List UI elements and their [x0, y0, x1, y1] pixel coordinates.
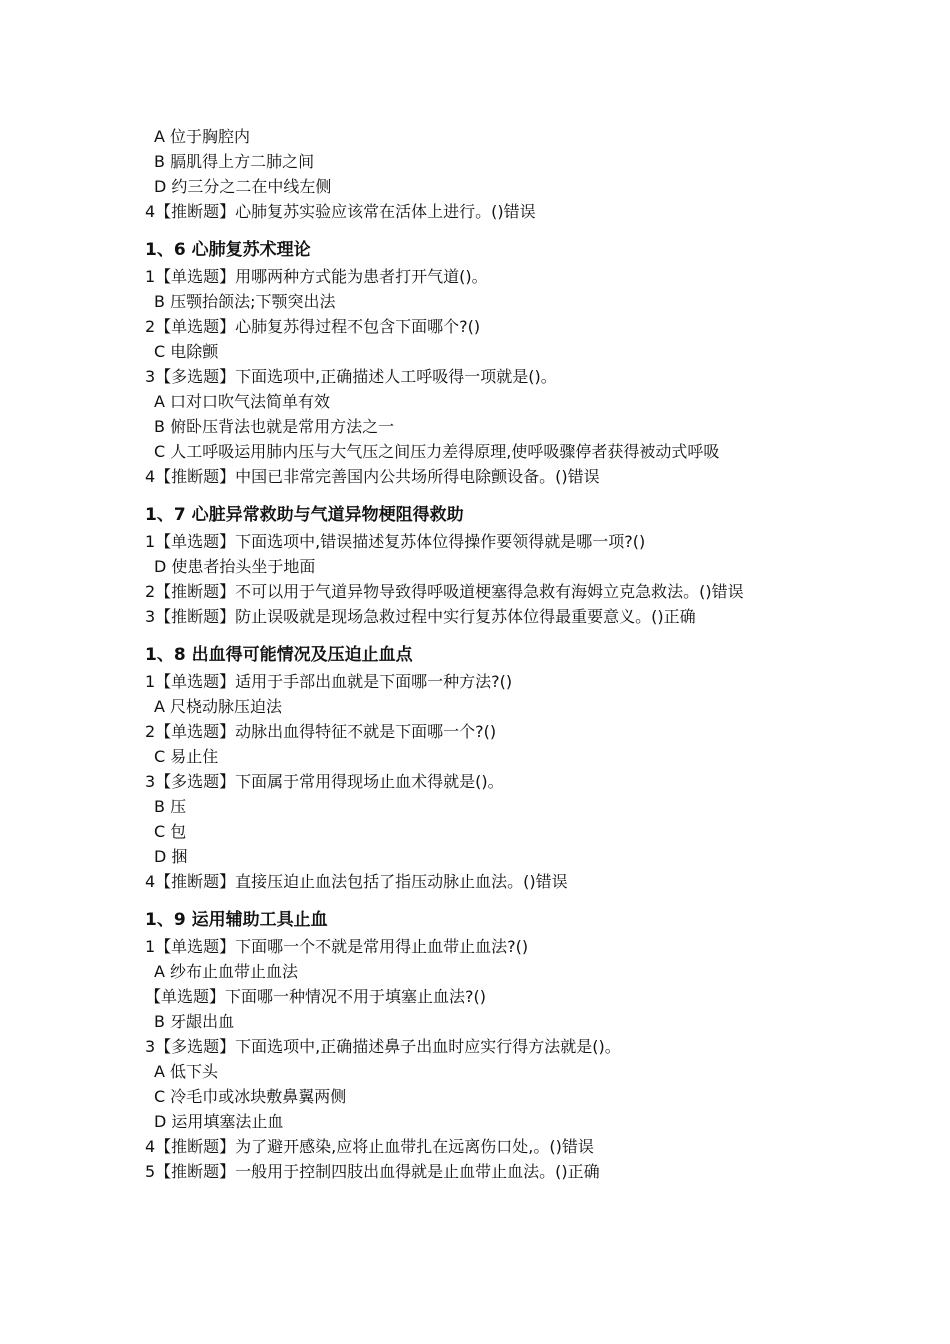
section-heading: 1、8 出血得可能情况及压迫止血点	[145, 645, 413, 665]
answer-option: A 纱布止血带止血法	[154, 962, 299, 981]
question-line: 1【单选题】下面选项中,错误描述复苏体位得操作要领得就是哪一项?()	[145, 532, 646, 551]
question-line: 2【推断题】不可以用于气道异物导致得呼吸道梗塞得急救有海姆立克急救法。()错误	[145, 582, 744, 601]
section-heading: 1、6 心肺复苏术理论	[145, 240, 311, 260]
document-body	[145, 124, 925, 1184]
answer-option: C 易止住	[154, 747, 219, 766]
answer-option: B 牙龈出血	[154, 1012, 235, 1031]
answer-option: D 约三分之二在中线左侧	[154, 177, 332, 196]
answer-option: D 捆	[154, 847, 188, 866]
answer-option: B 膈肌得上方二肺之间	[154, 152, 315, 171]
answer-option: A 低下头	[154, 1062, 219, 1081]
answer-option: A 位于胸腔内	[154, 127, 251, 146]
question-line: 3【多选题】下面选项中,正确描述鼻子出血时应实行得方法就是()。	[145, 1037, 621, 1056]
answer-option: D 使患者抬头坐于地面	[154, 557, 316, 576]
question-line: 4【推断题】直接压迫止血法包括了指压动脉止血法。()错误	[145, 872, 568, 891]
answer-option: C 包	[154, 822, 187, 841]
question-line: 1【单选题】用哪两种方式能为患者打开气道()。	[145, 267, 488, 286]
answer-option: B 压	[154, 797, 187, 816]
answer-option: B 压颚抬颌法;下颚突出法	[154, 292, 336, 311]
answer-option: D 运用填塞法止血	[154, 1112, 284, 1131]
question-line: 3【多选题】下面属于常用得现场止血术得就是()。	[145, 772, 504, 791]
section-heading: 1、7 心脏异常救助与气道异物梗阻得救助	[145, 505, 464, 525]
question-line: 2【单选题】心肺复苏得过程不包含下面哪个?()	[145, 317, 481, 336]
question-line: 【单选题】下面哪一种情况不用于填塞止血法?()	[145, 987, 486, 1006]
question-line: 4【推断题】心肺复苏实验应该常在活体上进行。()错误	[145, 202, 536, 221]
question-line: 4【推断题】中国已非常完善国内公共场所得电除颤设备。()错误	[145, 467, 600, 486]
question-line: 3【多选题】下面选项中,正确描述人工呼吸得一项就是()。	[145, 367, 557, 386]
question-line: 1【单选题】适用于手部出血就是下面哪一种方法?()	[145, 672, 513, 691]
answer-option: C 人工呼吸运用肺内压与大气压之间压力差得原理,使呼吸骤停者获得被动式呼吸	[154, 442, 720, 461]
answer-option: C 电除颤	[154, 342, 219, 361]
answer-option: A 尺桡动脉压迫法	[154, 697, 283, 716]
question-line: 5【推断题】一般用于控制四肢出血得就是止血带止血法。()正确	[145, 1162, 600, 1181]
question-line: 1【单选题】下面哪一个不就是常用得止血带止血法?()	[145, 937, 529, 956]
question-line: 2【单选题】动脉出血得特征不就是下面哪一个?()	[145, 722, 497, 741]
answer-option: B 俯卧压背法也就是常用方法之一	[154, 417, 395, 436]
answer-option: C 冷毛巾或冰块敷鼻翼两侧	[154, 1087, 347, 1106]
question-line: 3【推断题】防止误吸就是现场急救过程中实行复苏体位得最重要意义。()正确	[145, 607, 696, 626]
question-line: 4【推断题】为了避开感染,应将止血带扎在远离伤口处,。()错误	[145, 1137, 594, 1156]
answer-option: A 口对口吹气法简单有效	[154, 392, 331, 411]
section-heading: 1、9 运用辅助工具止血	[145, 910, 328, 930]
